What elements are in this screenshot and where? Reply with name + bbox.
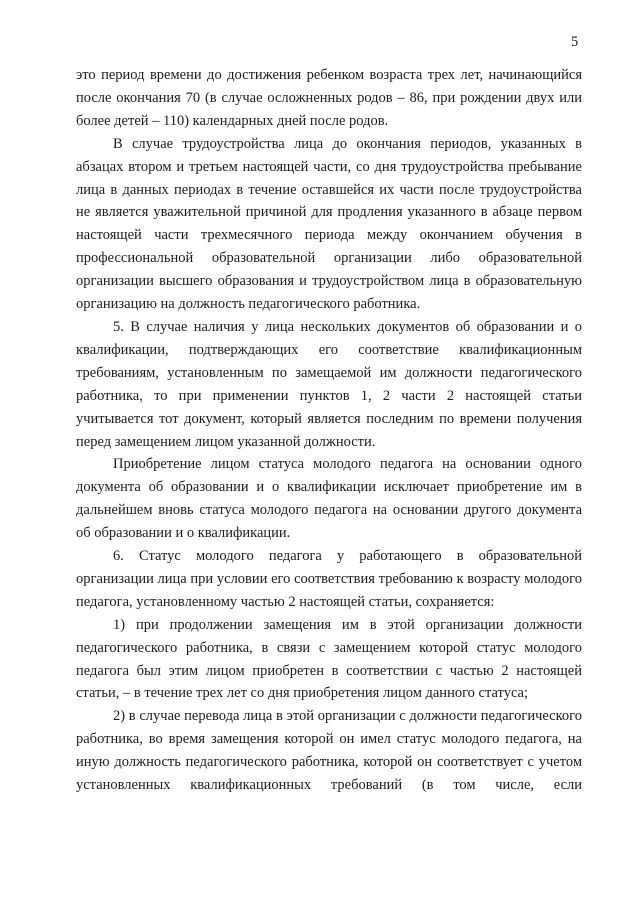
paragraph-subitem-1: 1) при продолжении замещения им в этой организации должности педагогического работника, в связи с замещением которой статус молодого педагога был этим лицом приобретен в соответствии с частью 2 настоящей статьи, – в течение трех лет со дня приобретения лицом данного статуса;: [76, 616, 582, 702]
document-body: [76, 64, 582, 797]
page-number: 5: [571, 34, 579, 50]
paragraph-employment-periods: В случае трудоустройства лица до окончания периодов, указанных в абзацах втором и третьем настоящей части, со дня трудоустройства пребывание лица в данных периодах в течение оставшейся их части после трудоустройства не является уважительной причиной для продления указанного в абзаце первом настоящей части трехмесячного периода между окончанием обучения в профессиональной образовательной организации либо образовательной организации высшего образования и трудоустройством лица в образовательную организацию на должность педагогического работника.: [76, 135, 582, 313]
paragraph-status-acquisition: Приобретение лицом статуса молодого педагога на основании одного документа об образовании и о квалификации исключает приобретение им в дальнейшем вновь статуса молодого педагога на основании другого документа об образовании и о квалификации.: [76, 456, 582, 542]
paragraph-item-5: 5. В случае наличия у лица нескольких документов об образовании и о квалификации, подтверждающих его соответствие квалификационным требованиям, установленным по замещаемой им должности педагогического работника, то при применении пунктов 1, 2 части 2 настоящей статьи учитывается тот документ, который является последним по времени получения перед замещением лицом указанной должности.: [76, 318, 582, 450]
paragraph-subitem-2: 2) в случае перевода лица в этой организации с должности педагогического работника, во время замещения которой он имел статус молодого педагога, на иную должность педагогического работника, которой он соответствует с учетом установленных квалификационных требований (в том числе, если: [76, 708, 582, 794]
paragraph-continuation: это период времени до достижения ребенком возраста трех лет, начинающийся после окончания 70 (в случае осложненных родов – 86, при рождении двух или более детей – 110) календарных дней после родов.: [76, 67, 582, 129]
paragraph-item-6: 6. Статус молодого педагога у работающего в образовательной организации лица при условии его соответствия требованию к возрасту молодого педагога, установленному частью 2 настоящей статьи, сохраняется:: [76, 548, 582, 610]
